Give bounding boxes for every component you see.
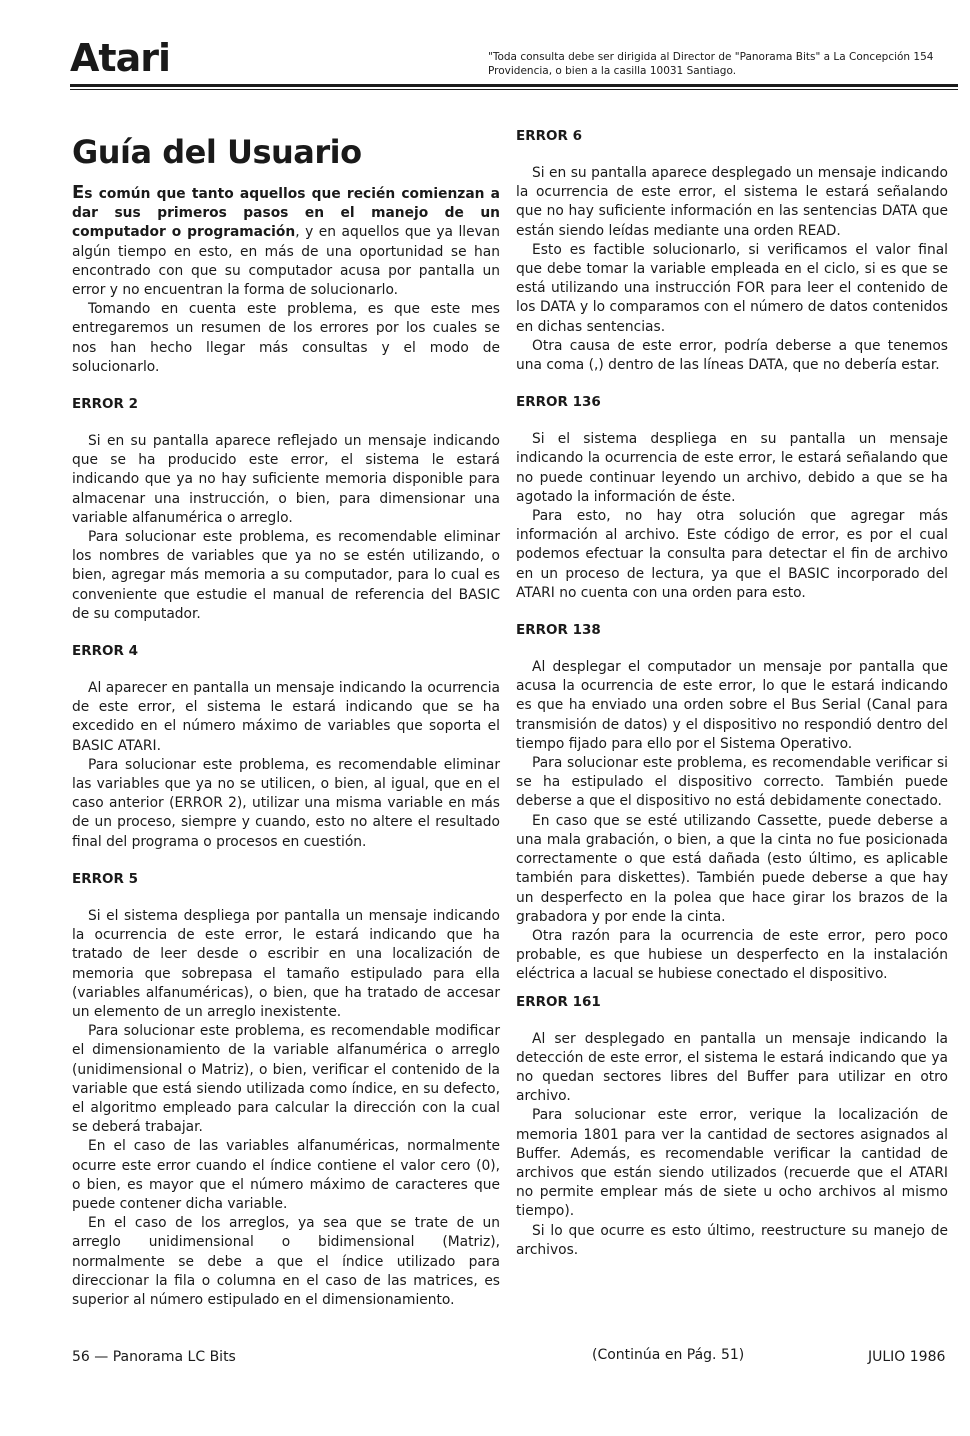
error2-paragraph-2: Para solucionar este problema, es recomendable eliminar los nombres de variables que ya no se estén utilizando, o bien, agregar más memoria a su computador, para lo cual es conveniente que estudie el manual de referencia del BASIC de su computador. (72, 529, 500, 622)
right-column (516, 127, 948, 1260)
error136-heading: ERROR 136 (516, 394, 601, 411)
article-title: Guía del Usuario (72, 133, 362, 171)
intro-bold-text: s común que tanto aquellos que recién comienzan a dar sus primeros pasos en el manejo de un computador o programación (72, 186, 500, 241)
header-rule (70, 84, 958, 87)
header-rule-thin (70, 89, 958, 90)
error161-paragraph-2: Para solucionar este error, verique la localización de memoria 1801 para ver la cantidad de sectores asignados al Buffer. Además, es recomendable verificar la cantidad de archivos que están siendo utilizados (recuerde que el ATARI no permite emplear más de siete u ocho archivos al mismo tiempo). (516, 1107, 948, 1220)
error138-paragraph-4: Otra razón para la ocurrencia de este error, pero poco probable, es que hubiese un desperfecto en la instalación eléctrica a lacual se hubiese conectado el dispositivo. (516, 927, 948, 983)
error4-paragraph-2: Para solucionar este problema, es recomendable eliminar las variables que ya no se utilicen, o bien, al igual, que en el caso anterior (ERROR 2), utilizar una misma variable en más de un proceso, siempre y cuando, esto no altere el resultado final del programa o procesos en cuestión. (72, 756, 500, 850)
error4-paragraph-1: Al aparecer en pantalla un mensaje indicando la ocurrencia de este error, el sistema le estará indicando que se ha excedido en el número máximo de variables que soporta el BASIC ATARI. (72, 680, 500, 754)
issue-date: JULIO 1986 (868, 1349, 946, 1365)
page-footer: 56 — Panorama LC Bits (72, 1349, 236, 1365)
left-column (72, 133, 500, 1310)
error6-paragraph-3: Otra causa de este error, podría deberse a que tenemos una coma (,) dentro de las líneas DATA, que no debería estar. (516, 337, 948, 374)
continued-note: (Continúa en Pág. 51) (592, 1347, 745, 1363)
error6-paragraph-1: Si en su pantalla aparece desplegado un mensaje indicando la ocurrencia de este error, el sistema le estará señalando que no hay suficiente información en las sentencias DATA que están siendo leídas mediante una orden READ. (516, 165, 948, 239)
error161-paragraph-3: Si lo que ocurre es esto último, reestructure su manejo de archivos. (516, 1222, 948, 1258)
error4-heading: ERROR 4 (72, 643, 138, 660)
error6-paragraph-2: Esto es factible solucionarlo, si verificamos el valor final que debe tomar la variable empleada en el ciclo, si es que se está utilizando una instrucción FOR para leer el contenido de los DATA y lo comparamos con el número de datos contenidos en dichas sentencias. (516, 241, 948, 335)
error136-paragraph-1: Si el sistema despliega en su pantalla un mensaje indicando la ocurrencia de este error, le estará señalando que no puede continuar leyendo un archivo, debido a que se ha agotado la información de éste. (516, 431, 948, 505)
error2-paragraph-1: Si en su pantalla aparece reflejado un mensaje indicando que se ha producido este error, el sistema le estará indicando que ya no hay suficiente memoria disponible para almacenar una instrucción, o bien, para dimensionar una variable alfanumérica o arreglo. (72, 433, 500, 526)
section-title: Atari (70, 36, 170, 80)
error2-heading: ERROR 2 (72, 396, 138, 413)
error5-paragraph-1: Si el sistema despliega por pantalla un mensaje indicando la ocurrencia de este error, le estará indicando que ha tratado de leer desde o escribir en una localización de memoria que sobrepasa el tamaño estipulado para ella (variables alfanuméricas), o bien, que ha tratado de accesar un elemento de un arreglo inexistente. (72, 907, 500, 1020)
error138-paragraph-1: Al desplegar el computador un mensaje por pantalla que acusa la ocurrencia de este error, lo que le estará indicando es que ha enviado una orden sobre el Bus Serial (Canal para transmisión de datos) y el dispositivo no respondió dentro del tiempo fijado para ello por el Sistema Operativo. (516, 659, 948, 752)
error136-paragraph-2: Para esto, no hay otra solución que agregar más información al archivo. Este código de error, es por el cual podemos efectuar la consulta para detectar el fin de archivo en un proceso de lectura, ya que el BASIC incorporado del ATARI no cuenta con una orden para esto. (516, 508, 948, 601)
header-note: "Toda consulta debe ser dirigida al Director de "Panorama Bits" a La Concepción 154 Providencia, o bien a la casilla 10031 Santiago. (488, 51, 934, 77)
dropcap: E (72, 182, 85, 203)
intro-paragraph-2: Tomando en cuenta este problema, es que este mes entregaremos un resumen de los errores por los cuales se nos han hecho llegar más consultas y el modo de solucionarlo. (72, 301, 500, 375)
error138-heading: ERROR 138 (516, 622, 601, 639)
error138-paragraph-3: En caso que se esté utilizando Cassette, puede deberse a una mala grabación, o bien, a que la cinta no fue posicionada correctamente o que está dañada (esto último, es aplicable también para diskettes). También puede deberse a que hay un desperfecto en la polea que hace girar los brazos de la grabadora y por ende la cinta. (516, 812, 948, 925)
error161-paragraph-1: Al ser desplegado en pantalla un mensaje indicando la detección de este error, el sistema le estará indicando que ya no quedan sectores libres del Buffer para utilizar en otro archivo. (516, 1030, 948, 1105)
error5-paragraph-4: En el caso de los arreglos, ya sea que se trate de un arreglo unidimensional o bidimensional (Matriz), normalmente se debe a que el índice utilizado para direccionar la fila o columna en el caso de las matrices, es superior al número estipulado en el dimensionamiento. (72, 1215, 500, 1308)
intro-text: , y en aquellos que ya llevan algún tiempo en esto, en más de una oportunidad se han encontrado con que su computador acusa por pantalla un error y no encuentran la forma de solucionarlo. (72, 224, 500, 299)
intro-paragraph (72, 183, 500, 300)
error6-heading: ERROR 6 (516, 128, 582, 144)
error138-paragraph-2: Para solucionar este problema, es recomendable verificar si se ha estipulado el dispositivo correcto. También puede deberse a que el dispositivo no está debidamente conectado. (516, 755, 948, 810)
error161-heading: ERROR 161 (516, 993, 601, 1010)
error5-heading: ERROR 5 (72, 870, 138, 887)
error5-paragraph-2: Para solucionar este problema, es recomendable modificar el dimensionamiento de la variable alfanumérica o arreglo (unidimensional o Matriz), o bien, verificar el contenido de la variable que está siendo utilizada como índice, en su defecto, el algoritmo empleado para calcular la dirección con la cual se deberá trabajar. (72, 1023, 500, 1136)
error5-paragraph-3: En el caso de las variables alfanuméricas, normalmente ocurre este error cuando el índice contiene el valor cero (0), o bien, es mayor que el número máximo de caracteres que puede contener dicha variable. (72, 1138, 500, 1212)
